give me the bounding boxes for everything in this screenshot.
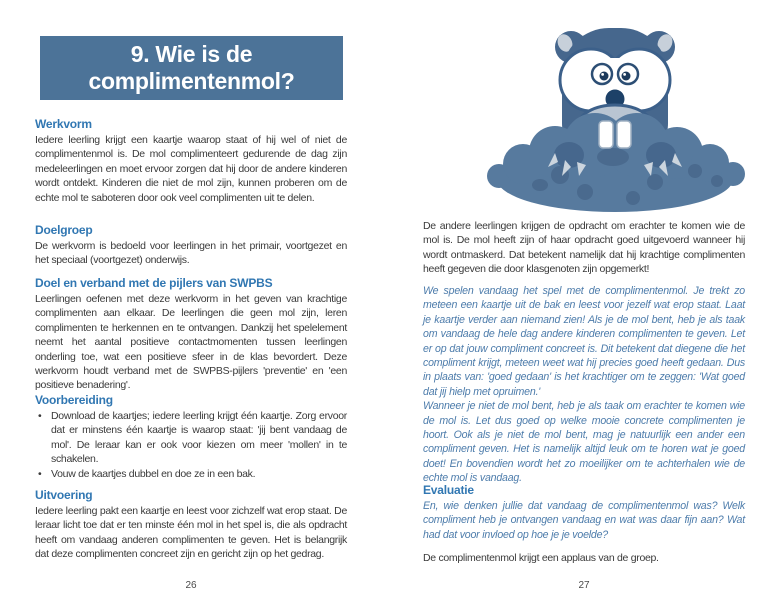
doelgroep-heading: Doelgroep	[35, 223, 93, 237]
werkvorm-body: Iedere leerling krijgt een kaartje waarop staat of hij wel of niet de complimentenmol is. De mol complimenteert gedurende de dag zijn medeleerlingen en moet ervoor zorgen dat hij door de andere kinderen wordt ontdekt. Kinderen die niet de mol zijn, kunnen proberen om de echte mol te saboteren door ook veel complimenten uit te delen.	[35, 134, 347, 204]
section-werkvorm	[35, 118, 347, 205]
intro-paragraph-block	[423, 219, 745, 277]
teacher-script-block	[423, 284, 745, 486]
voorbereiding-bullet-list	[35, 409, 347, 481]
chapter-title-box	[40, 36, 343, 100]
closing-paragraph: De complimentenmol krijgt een applaus van de groep.	[423, 552, 659, 564]
chapter-title-line2: complimentenmol?	[88, 68, 295, 94]
section-uitvoering	[35, 489, 347, 562]
section-voorbereiding	[35, 394, 347, 481]
doelgroep-body: De werkvorm is bedoeld voor leerlingen in het primair, voortgezet en het speciaal (voortgezet) onderwijs.	[35, 240, 347, 267]
right-page-number: 27	[578, 580, 590, 591]
werkvorm-heading: Werkvorm	[35, 117, 92, 131]
chapter-title-line1: 9. Wie is de	[130, 41, 253, 67]
teacher-script-para1: We spelen vandaag het spel met de complimentenmol. Je trekt zo meteen een kaartje uit de bak en leest voor jezelf wat erop staat. Laat je kaartje verder aan niemand zien! Als je de mol bent, heb je als taak om vandaag de hele dag andere kinderen complimenten te geven. Let er op dat jouw compliment concreet is. Dit betekent dat diegene die het compliment krijgt, meteen weet wat hij precies goed heeft gedaan. Dus in plaats van: 'goed gedaan' is het krachtiger om te zeggen: 'Wat goed dat jij hielp met opruimen.'	[423, 285, 745, 398]
intro-paragraph: De andere leerlingen krijgen de opdracht om erachter te komen wie de mol is. De mol heeft zijn of haar opdracht goed uitgevoerd wanneer hij wordt ontmaskerd. Dat betekent namelijk dat hij krachtige complimenten heeft gegeven die door klasgenoten zijn opgemerkt!	[423, 220, 745, 276]
left-page	[35, 0, 347, 615]
evaluatie-heading: Evaluatie	[423, 483, 474, 497]
section-evaluatie	[423, 484, 745, 542]
bullet-item: • Vouw de kaartjes dubbel en doe ze in een bak.	[35, 467, 347, 481]
teacher-script-para2: Wanneer je niet de mol bent, heb je als taak om erachter te komen wie de mol is. Let dus goed op welke mooie concrete complimenten je hoort. Ook als je niet de mol bent, mag je natuurlijk een ander een compliment geven. Het is namelijk altijd leuk om te horen wat je goed doet! En bovendien wordt het zo moeilijker om te achterhalen wie de echte mol is vandaag.	[423, 400, 745, 485]
uitvoering-heading: Uitvoering	[35, 488, 93, 502]
doel-swpbs-heading: Doel en verband met de pijlers van SWPBS	[35, 276, 273, 290]
mole-illustration-svg	[485, 14, 745, 214]
right-page	[423, 0, 745, 615]
closing-paragraph-block	[423, 551, 745, 565]
doel-swpbs-body: Leerlingen oefenen met deze werkvorm in het geven van krachtige complimenten aan elkaar. De leerlingen die geen mol zijn, leren complimenten te herkennen en te ontvangen. Dankzij het spelelement neemt het aantal positieve contactmomenten tussen leerlingen onderling toe, wat een positieve sfeer in de klas bevordert. Deze werkvorm houdt verband met de SWPBS-pijlers 'preventie' en 'een positieve benadering'.	[35, 293, 347, 392]
section-doelgroep	[35, 224, 347, 268]
left-page-number: 26	[185, 580, 197, 591]
uitvoering-body: Iedere leerling pakt een kaartje en leest voor zichzelf wat erop staat. De leraar licht toe dat er ten minste één mol in het spel is, die als opdracht heeft om vandaag anderen complimenten te geven. Het is belangrijk dat deze complimenten concreet zijn en gericht zijn op het gedrag.	[35, 505, 347, 561]
section-doel-swpbs	[35, 277, 347, 393]
dirt-mound	[487, 113, 745, 212]
bullet-item: • Download de kaartjes; iedere leerling krijgt één kaartje. Zorg ervoor dat er minstens één kaartje is waarop staat: 'jij bent vandaag de mol'. De leraar kan er ook voor kiezen om meer 'mollen' in te schakelen.	[35, 409, 347, 467]
voorbereiding-heading: Voorbereiding	[35, 393, 113, 407]
mole-in-molehill-illustration	[485, 14, 745, 214]
evaluatie-body: En, wie denken jullie dat vandaag de complimentenmol was? Welk compliment heb je ontvangen vandaag en wat was daar fijn aan? Wat had dat voor invloed op hoe je je voelde?	[423, 500, 745, 541]
